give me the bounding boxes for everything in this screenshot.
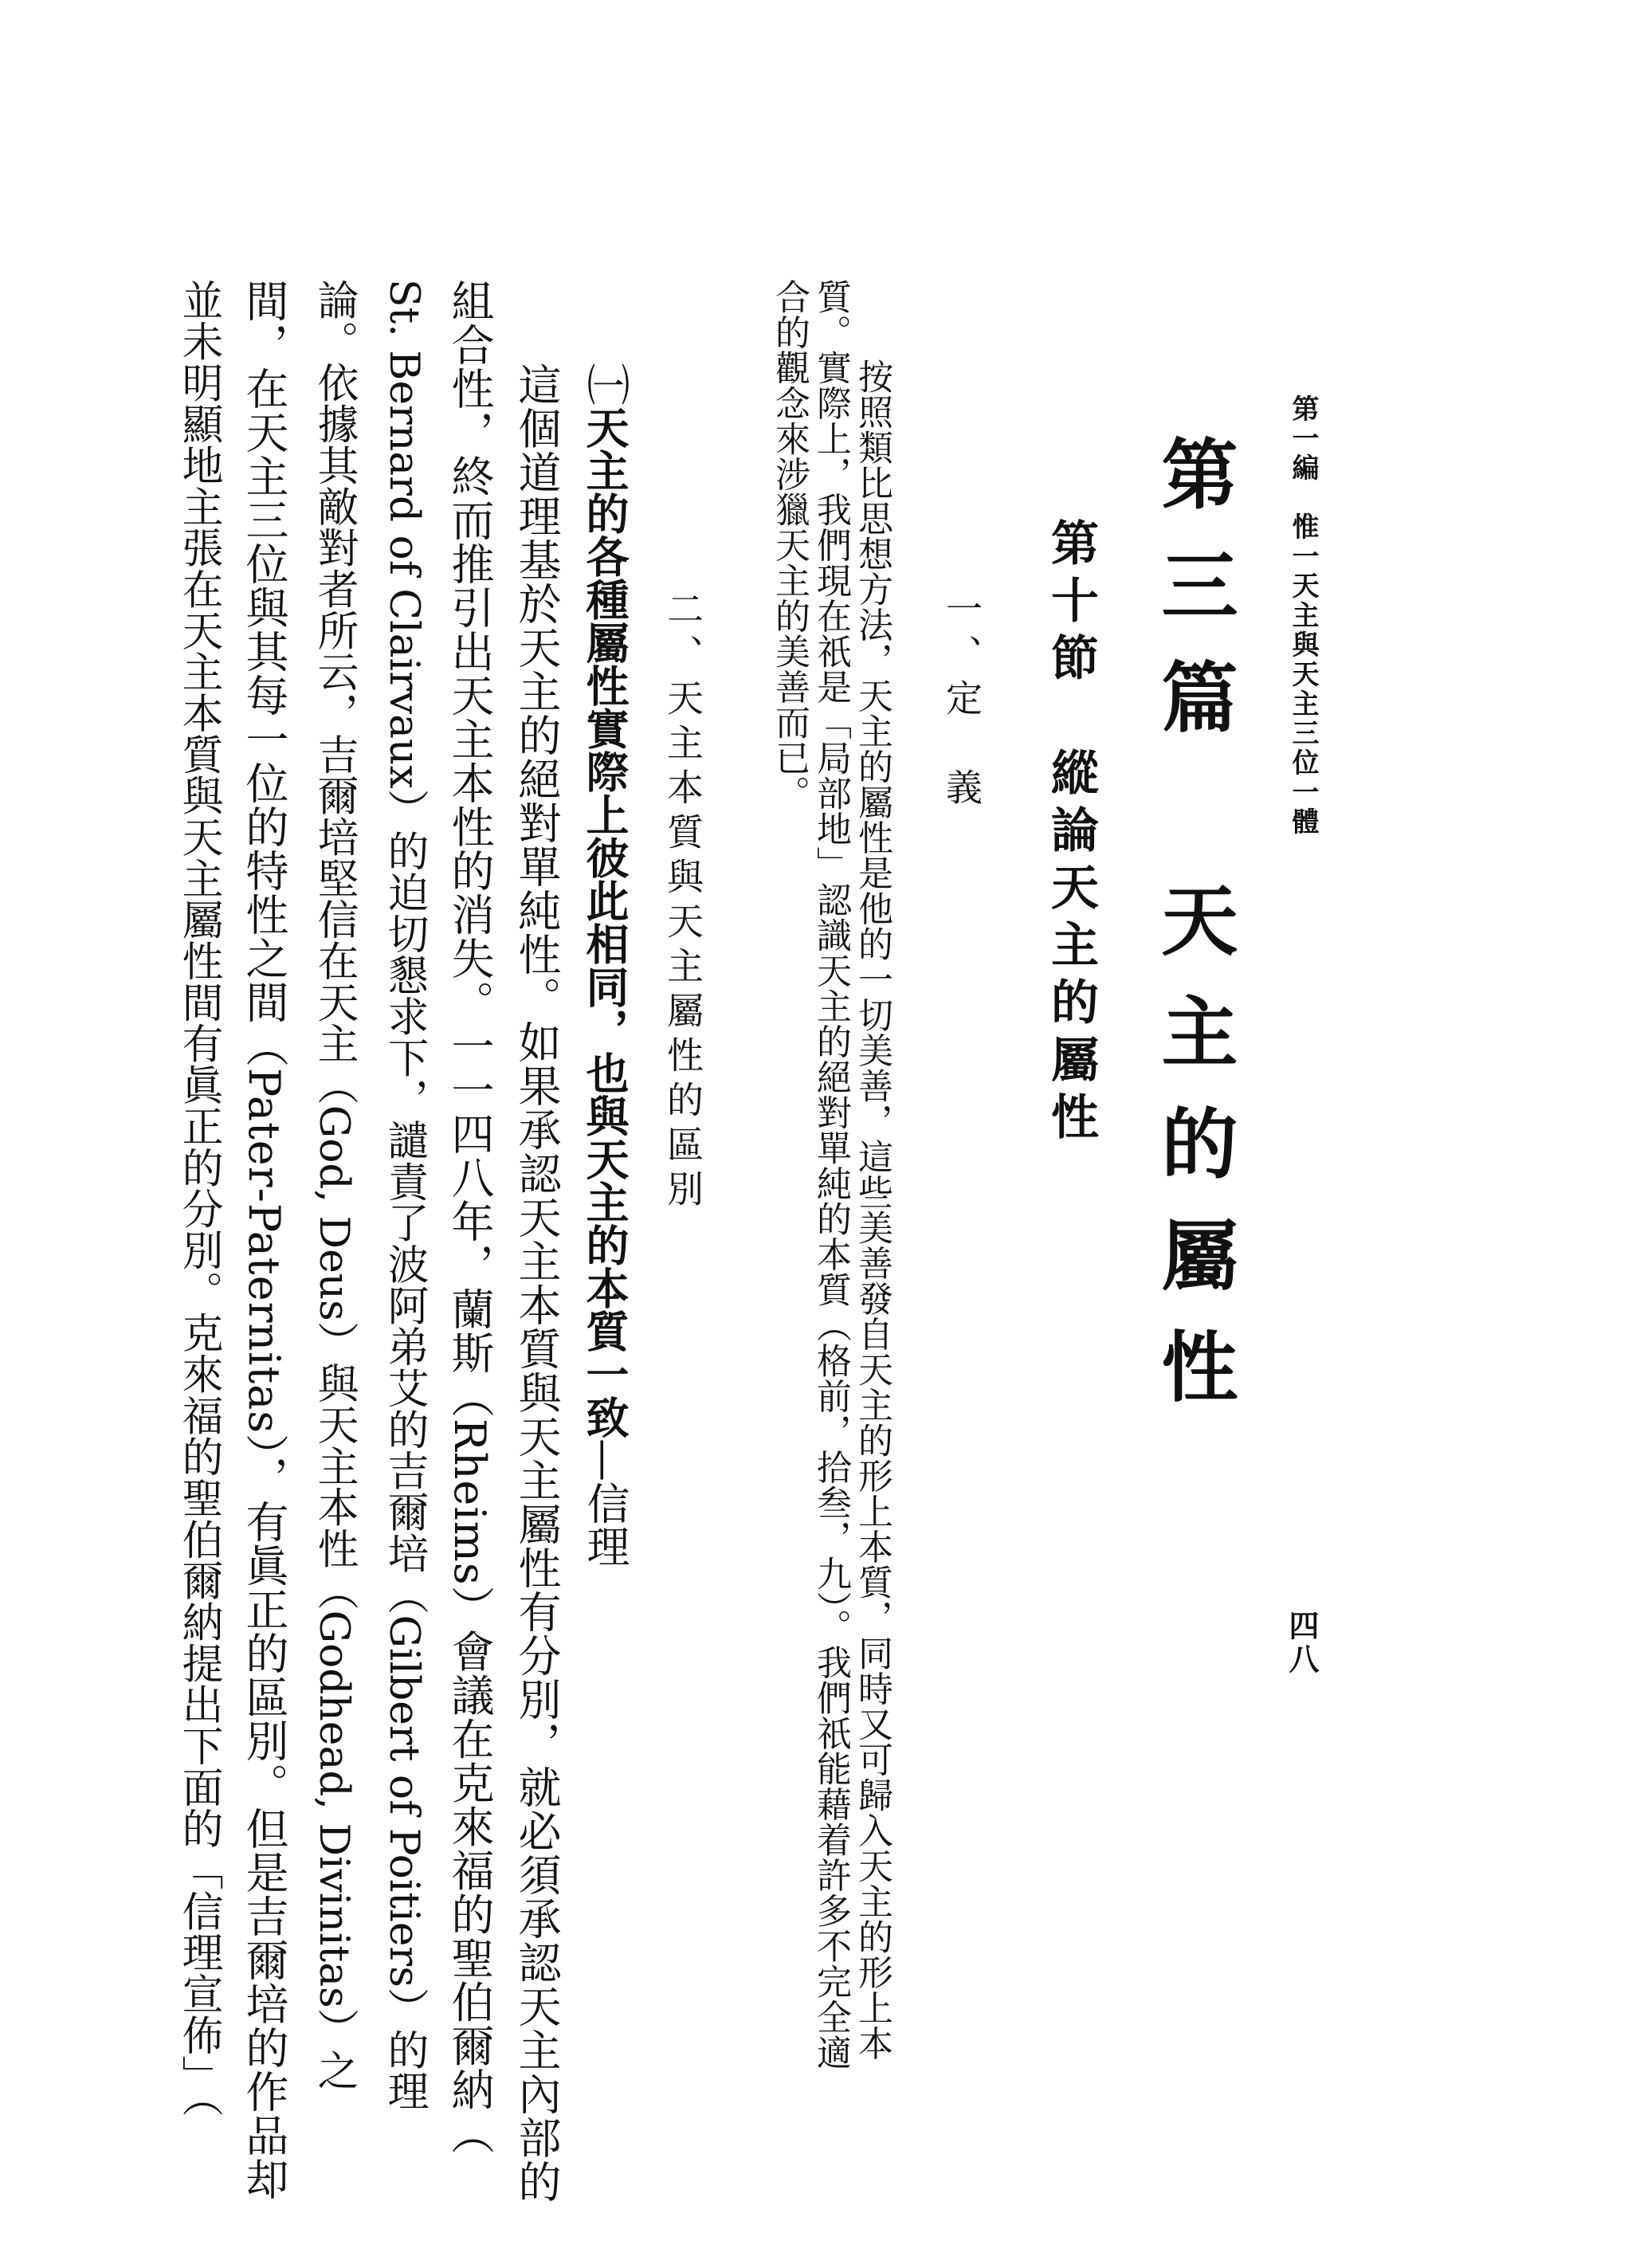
- definition-heading: 一、定 義: [940, 590, 983, 813]
- subheading-bold-text: 天主的各種屬性實際上彼此相同，也與天主的本質一致: [579, 406, 630, 1438]
- body-line: 間，在天主三位與其每一位的特性之間（Pater-Paternitas），有眞正的區別。但是吉爾培的作品却: [239, 279, 289, 2202]
- page-number: 四八: [1284, 1610, 1320, 1677]
- body-line: 論。依據其敵對者所云，吉爾培堅信在天主（God, Deus）與天主本性（Godhead, Divinitas）之: [310, 279, 358, 2091]
- distinction-heading: 二、天主本質與天主屬性的區別: [661, 590, 704, 1214]
- body-line: 並未明顯地主張在天主本質與天主屬性間有眞正的分別。克來福的聖伯爾納提出下面的「信理宣佈」（: [175, 279, 222, 2117]
- definition-line: 按照類比思想方法，天主的屬性是他的一切美善，這些美善發自天主的形上本質，同時又可歸入天主的形上本: [852, 359, 892, 2061]
- subheading: [579, 363, 630, 1568]
- section-title: 第十節 縱論天主的屬性: [1043, 518, 1099, 1149]
- subheading-suffix: —信理: [580, 1438, 630, 1568]
- body-line: 這個道理基於天主的絕對單純性。如果承認天主本質與天主屬性有分別，就必須承認天主內部的: [512, 363, 562, 2203]
- body-line: 組合性，終而推引出天主本性的消失。一一四八年，蘭斯（Rheims）會議在克來福的聖伯爾納（: [445, 279, 495, 2156]
- definition-line: 質。實際上，我們現在祇是「局部地」認識天主的絕對單純的本質（格前，拾叁，九）。我們祇能藉着許多不完全適: [810, 279, 851, 2070]
- part-title: 第三篇 天主的屬性: [1149, 434, 1239, 1438]
- body-line: St. Bernard of Clairvaux）的迫切懇求下，譴責了波阿弟艾的吉爾培（Gilbert of Poitiers）的理: [380, 279, 428, 2112]
- definition-line: 合的觀念來涉獵天主的美善而已。: [769, 279, 810, 811]
- subheading-marker: ㈠: [580, 363, 630, 406]
- running-header: 第一編 惟一天主與天主三位一體: [1287, 394, 1319, 837]
